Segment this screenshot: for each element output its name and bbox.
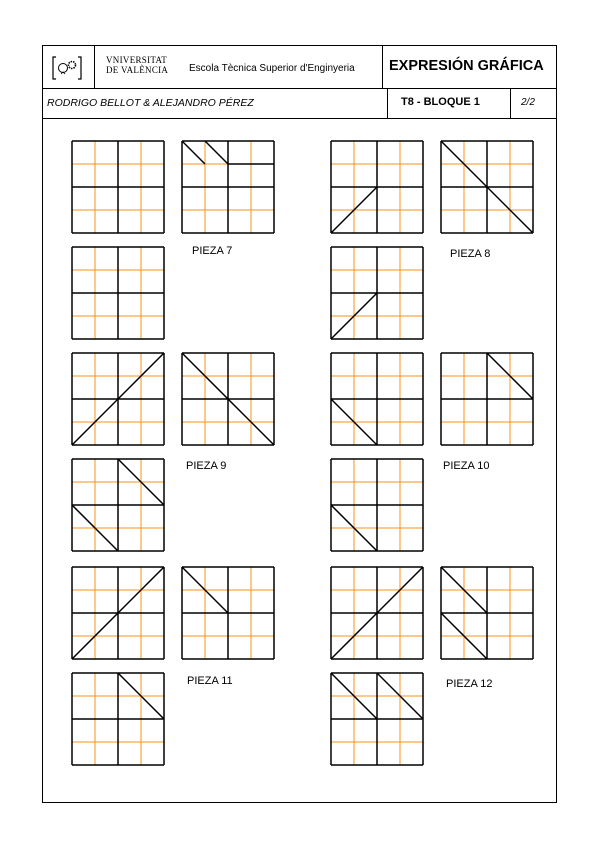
edge-line xyxy=(205,141,228,164)
school-name: Escola Tècnica Superior d'Enginyeria xyxy=(189,63,355,74)
piece-label-8: PIEZA 8 xyxy=(450,248,491,260)
authors: RODRIGO BELLOT & ALEJANDRO PÉREZ xyxy=(47,97,254,109)
subject-title: EXPRESIÓN GRÁFICA xyxy=(389,58,544,74)
piece-label-7: PIEZA 7 xyxy=(192,245,233,257)
university-line-2: DE VALÈNCIA xyxy=(106,65,169,75)
piece-label-12: PIEZA 12 xyxy=(446,678,493,690)
university-line-1: VNIVERSITAT xyxy=(106,55,168,65)
piece-label-10: PIEZA 10 xyxy=(443,460,490,472)
piece-label-11: PIEZA 11 xyxy=(187,675,233,687)
block-label: T8 - BLOQUE 1 xyxy=(401,96,480,108)
edge-line xyxy=(182,141,205,164)
page-number: 2/2 xyxy=(521,97,535,108)
piece-label-9: PIEZA 9 xyxy=(186,460,227,472)
